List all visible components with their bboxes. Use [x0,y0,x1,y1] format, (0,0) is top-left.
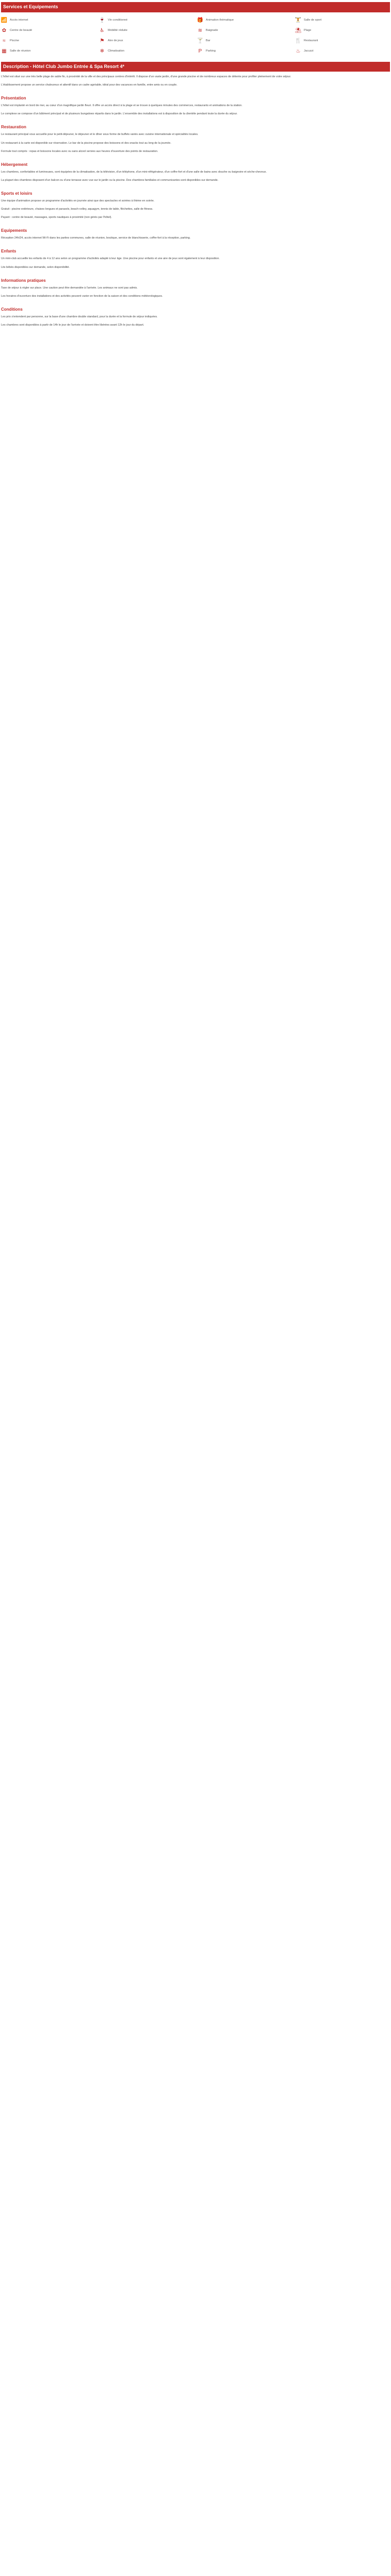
content-sections [1,95,390,327]
service-label: Restaurant [304,39,318,43]
service-item [295,38,390,44]
jacuzzi-icon: ♨ [296,48,301,54]
section-paragraph: Un restaurant à la carte est disponible sur réservation. Le bar de la piscine propose des boissons et des snacks tout au long de la journée. [1,141,171,145]
service-label: Aire de jeux [108,39,123,43]
service-item [295,48,390,55]
service-label: Mobilité réduite [108,29,127,32]
description-paragraph: L'établissement propose un service chaleureux et attentif dans un cadre agréable, idéal pour des vacances en famille, entre amis ou en couple. [1,83,177,87]
service-label: Salle de réunion [10,49,31,53]
section-paragraph: Formule tout compris : repas et boissons locales avec ou sans alcool servies aux heures d'ouverture des points de restauration. [1,149,158,153]
service-item [99,18,194,24]
service-label: Plage [304,29,312,32]
beach-icon: ⛱ [295,28,302,33]
section-title: Equipements [1,228,27,233]
content-section [1,191,390,219]
section-paragraph: Gratuit : piscine extérieure, chaises longues et parasols, beach-volley, aquagym, tennis de table, fléchettes, salle de fitness. [1,208,153,211]
section-paragraph: Les chambres sont disponibles à partir de 14h le jour de l'arrivée et doivent être libérées avant 12h le jour du départ. [1,323,144,327]
service-item [99,48,194,55]
service-item [1,48,96,55]
section-paragraph: Le complexe se compose d'un bâtiment principal et de plusieurs bungalows répartis dans le jardin. L'ensemble des installations est à disposition de la clientèle pendant toute la durée du séjour. [1,112,238,116]
service-item [197,28,292,34]
section-paragraph: Les horaires d'ouverture des installations et des activités peuvent varier en fonction de la saison et des conditions météorologiques. [1,294,163,298]
section-paragraph: Les prix s'entendent par personne, sur la base d'une chambre double standard, pour la durée et la formule de séjour indiquées. [1,315,158,318]
gift-icon: 🎁 [197,18,204,23]
service-label: Accès internet [10,19,28,22]
service-item [99,28,194,34]
service-item [99,38,194,44]
section-paragraph: Réception 24h/24, accès internet Wi-Fi dans les parties communes, salle de réunion, boutique, service de blanchisserie, coffre-fort à la réception, parking. [1,236,191,240]
service-item [197,18,292,24]
description-title: Description - Hôtel Club Jumbo Entrée & Spa Resort 4* [3,63,125,69]
wheelchair-icon: ♿ [100,28,105,33]
service-item [1,18,96,24]
content-section [1,307,390,327]
services-grid [1,15,390,60]
service-item [1,28,96,34]
page [0,2,391,327]
section-paragraph: Le restaurant principal vous accueille pour le petit-déjeuner, le déjeuner et le dîner sous forme de buffets variés avec cuisine internationale et spécialités locales. [1,133,199,137]
content-section [1,228,390,240]
services-header [1,2,390,12]
section-paragraph: L'hôtel est implanté en bord de mer, au cœur d'un magnifique jardin fleuri. Il offre un accès direct à la plage et se trouve à quelques minutes des commerces, restaurants et animations de la station. [1,104,242,108]
section-title: Sports et loisirs [1,191,32,196]
content-section [1,95,390,116]
description-header [1,62,390,72]
bar-icon: 🍸 [197,38,204,44]
section-paragraph: Payant : centre de beauté, massages, sports nautiques à proximité (non gérés par l'hôtel). [1,216,112,219]
service-label: Animation thématique [206,19,234,22]
wifi-icon: 📶 [1,18,8,23]
service-item [295,18,390,24]
service-item [295,28,390,34]
description-body [1,75,390,87]
section-title: Présentation [1,96,26,101]
service-label: Climatisation [108,49,125,53]
section-title: Hébergement [1,162,28,167]
playground-icon: ⚑ [100,38,105,44]
service-item [197,48,292,55]
meeting-icon: ▦ [2,48,7,54]
service-label: Baignade [206,29,218,32]
section-title: Informations pratiques [1,278,46,283]
section-title: Enfants [1,249,17,254]
section-paragraph: Lits bébés disponibles sur demande, selon disponibilité. [1,265,70,269]
swim-icon: ≋ [198,28,203,33]
section-title: Conditions [1,307,23,312]
services-title: Services et Equipements [3,4,58,9]
dumbbell-icon: 🏋 [295,18,302,23]
service-label: Parking [206,49,216,53]
service-item [197,38,292,44]
restaurant-icon: 🍴 [295,38,302,44]
content-section [1,162,390,182]
service-label: Centre de beauté [10,29,32,32]
spa-icon: ✿ [2,28,7,33]
service-label: Piscine [10,39,20,43]
service-label: Vin conditionné [108,19,128,22]
section-paragraph: Taxe de séjour à régler sur place. Une caution peut être demandée à l'arrivée. Les animaux ne sont pas admis. [1,286,138,290]
content-section [1,278,390,298]
section-paragraph: Un mini-club accueille les enfants de 4 à 12 ans selon un programme d'activités adapté à leur âge. Une piscine pour enfants et une aire de jeux sont également à leur disposition. [1,257,220,261]
wine-icon: 🍷 [99,18,106,23]
content-section [1,248,390,269]
service-label: Jacuzzi [304,49,314,53]
pool-icon: ≈ [3,38,6,44]
service-label: Bar [206,39,210,43]
description-paragraph: L'hôtel est situé sur une très belle plage de sable fin, à proximité de la ville et des principaux centres d'intérêt. Il dispose d'un vaste jardin, d'une grande piscine et de nombreux espaces de détente pour profiter pleinement de votre séjour. [1,75,291,78]
parking-icon: P [198,48,202,54]
section-paragraph: Une équipe d'animation propose un programme d'activités en journée ainsi que des spectacles et soirées à thème en soirée. [1,199,155,202]
service-item [1,38,96,44]
service-label: Salle de sport [304,19,322,22]
section-paragraph: La plupart des chambres disposent d'un balcon ou d'une terrasse avec vue sur le jardin ou la piscine. Des chambres familiales et communicantes sont disponibles sur demande. [1,178,219,182]
section-title: Restauration [1,125,26,130]
content-section [1,124,390,153]
snowflake-icon: ❄ [100,48,105,54]
section-paragraph: Les chambres, confortables et lumineuses, sont équipées de la climatisation, de la télévision, d'un téléphone, d'un mini-réfrigérateur, d'un coffre-fort et d'une salle de bains avec douche ou baignoire et sèche-cheveux. [1,170,267,174]
